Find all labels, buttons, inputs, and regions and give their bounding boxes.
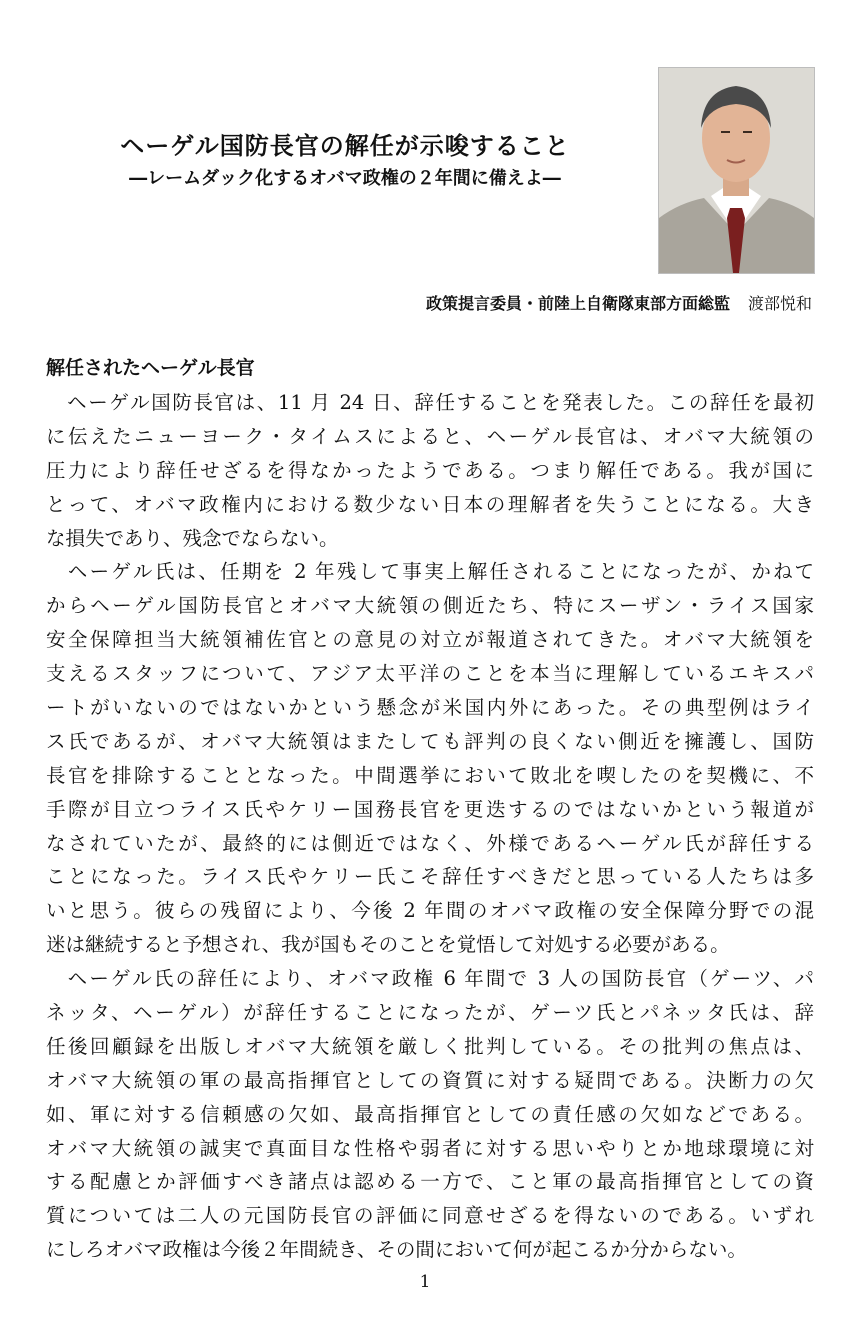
text-line: 如、軍に対する信頼感の欠如、最高指揮官としての責任感の欠如などである。 bbox=[46, 1102, 814, 1126]
text-line: 迷は継続すると予想され、我が国もそのことを覚悟して対処する必要がある。 bbox=[46, 933, 730, 957]
text-line: ートがいないのではないかという懸念が米国内外にあった。その典型例はライ bbox=[46, 696, 814, 720]
text-line: ス氏であるが、オバマ大統領はまたしても評判の良くない側近を擁護し、国防 bbox=[46, 729, 814, 753]
text-line: とって、オバマ政権内における数少ない日本の理解者を失うことになる。大き bbox=[46, 492, 814, 516]
text-line: からヘーゲル国防長官とオバマ大統領の側近たち、特にスーザン・ライス国家 bbox=[46, 594, 814, 618]
text-line: 支えるスタッフについて、アジア太平洋のことを本当に理解しているエキスパ bbox=[46, 662, 814, 686]
paragraph-3 bbox=[46, 962, 814, 1267]
text-line: に伝えたニューヨーク・タイムスによると、ヘーゲル長官は、オバマ大統領の bbox=[46, 424, 814, 448]
title-block bbox=[40, 130, 650, 192]
text-line: な損失であり、残念でならない。 bbox=[46, 526, 339, 550]
author-name: 渡部悦和 bbox=[747, 294, 812, 313]
author-role: 政策提言委員・前陸上自衛隊東部方面総監 bbox=[425, 294, 730, 313]
text-line: ネッタ、ヘーゲル）が辞任することになったが、ゲーツ氏とパネッタ氏は、辞 bbox=[46, 1001, 814, 1025]
text-line: ヘーゲル氏は、任期を 2 年残して事実上解任されることになったが、かねて bbox=[46, 560, 814, 584]
text-line: いと思う。彼らの残留により、今後 2 年間のオバマ政権の安全保障分野での混 bbox=[46, 899, 814, 923]
paragraph-2 bbox=[46, 555, 814, 962]
text-line: なされていたが、最終的には側近ではなく、外様であるヘーゲル氏が辞任する bbox=[46, 831, 814, 855]
text-line: オバマ大統領の誠実で真面目な性格や弱者に対する思いやりとか地球環境に対 bbox=[46, 1136, 814, 1160]
text-line: ことになった。ライス氏やケリー氏こそ辞任すべきだと思っている人たちは多 bbox=[46, 865, 814, 889]
text-line: 任後回顧録を出版しオバマ大統領を厳しく批判している。その批判の焦点は、 bbox=[46, 1034, 814, 1058]
text-line: 手際が目立つライス氏やケリー国務長官を更迭するのではないかという報道が bbox=[46, 797, 814, 821]
section-heading: 解任されたヘーゲル長官 bbox=[46, 357, 255, 379]
text-line: 長官を排除することとなった。中間選挙において敗北を喫したのを契機に、不 bbox=[46, 763, 814, 787]
author-portrait-image bbox=[659, 68, 814, 273]
text-line: する配慮とか評価すべき諸点は認める一方で、こと軍の最高指揮官としての資 bbox=[46, 1170, 814, 1194]
author-line bbox=[426, 292, 812, 316]
text-line: ヘーゲル氏の辞任により、オバマ政権 6 年間で 3 人の国防長官（ゲーツ、パ bbox=[46, 967, 814, 991]
article-body bbox=[46, 386, 814, 1267]
text-line: オバマ大統領の軍の最高指揮官としての資質に対する疑問である。決断力の欠 bbox=[46, 1068, 814, 1092]
text-line: ヘーゲル国防長官は、11 月 24 日、辞任することを発表した。この辞任を最初 bbox=[46, 391, 814, 414]
article-title: ヘーゲル国防長官の解任が示唆すること bbox=[120, 132, 570, 160]
author-photo bbox=[658, 67, 815, 274]
text-line: 安全保障担当大統領補佐官との意見の対立が報道されてきた。オバマ大統領を bbox=[46, 628, 814, 652]
page-number: 1 bbox=[419, 1272, 431, 1292]
article-subtitle: ―レームダック化するオバマ政権の２年間に備えよ― bbox=[129, 168, 561, 189]
paragraph-1 bbox=[46, 386, 814, 555]
text-line: にしろオバマ政権は今後２年間続き、その間において何が起こるか分からない。 bbox=[46, 1238, 747, 1262]
text-line: 圧力により辞任せざるを得なかったようである。つまり解任である。我が国に bbox=[46, 458, 814, 482]
text-line: 質については二人の元国防長官の評価に同意せざるを得ないのである。いずれ bbox=[46, 1204, 814, 1228]
